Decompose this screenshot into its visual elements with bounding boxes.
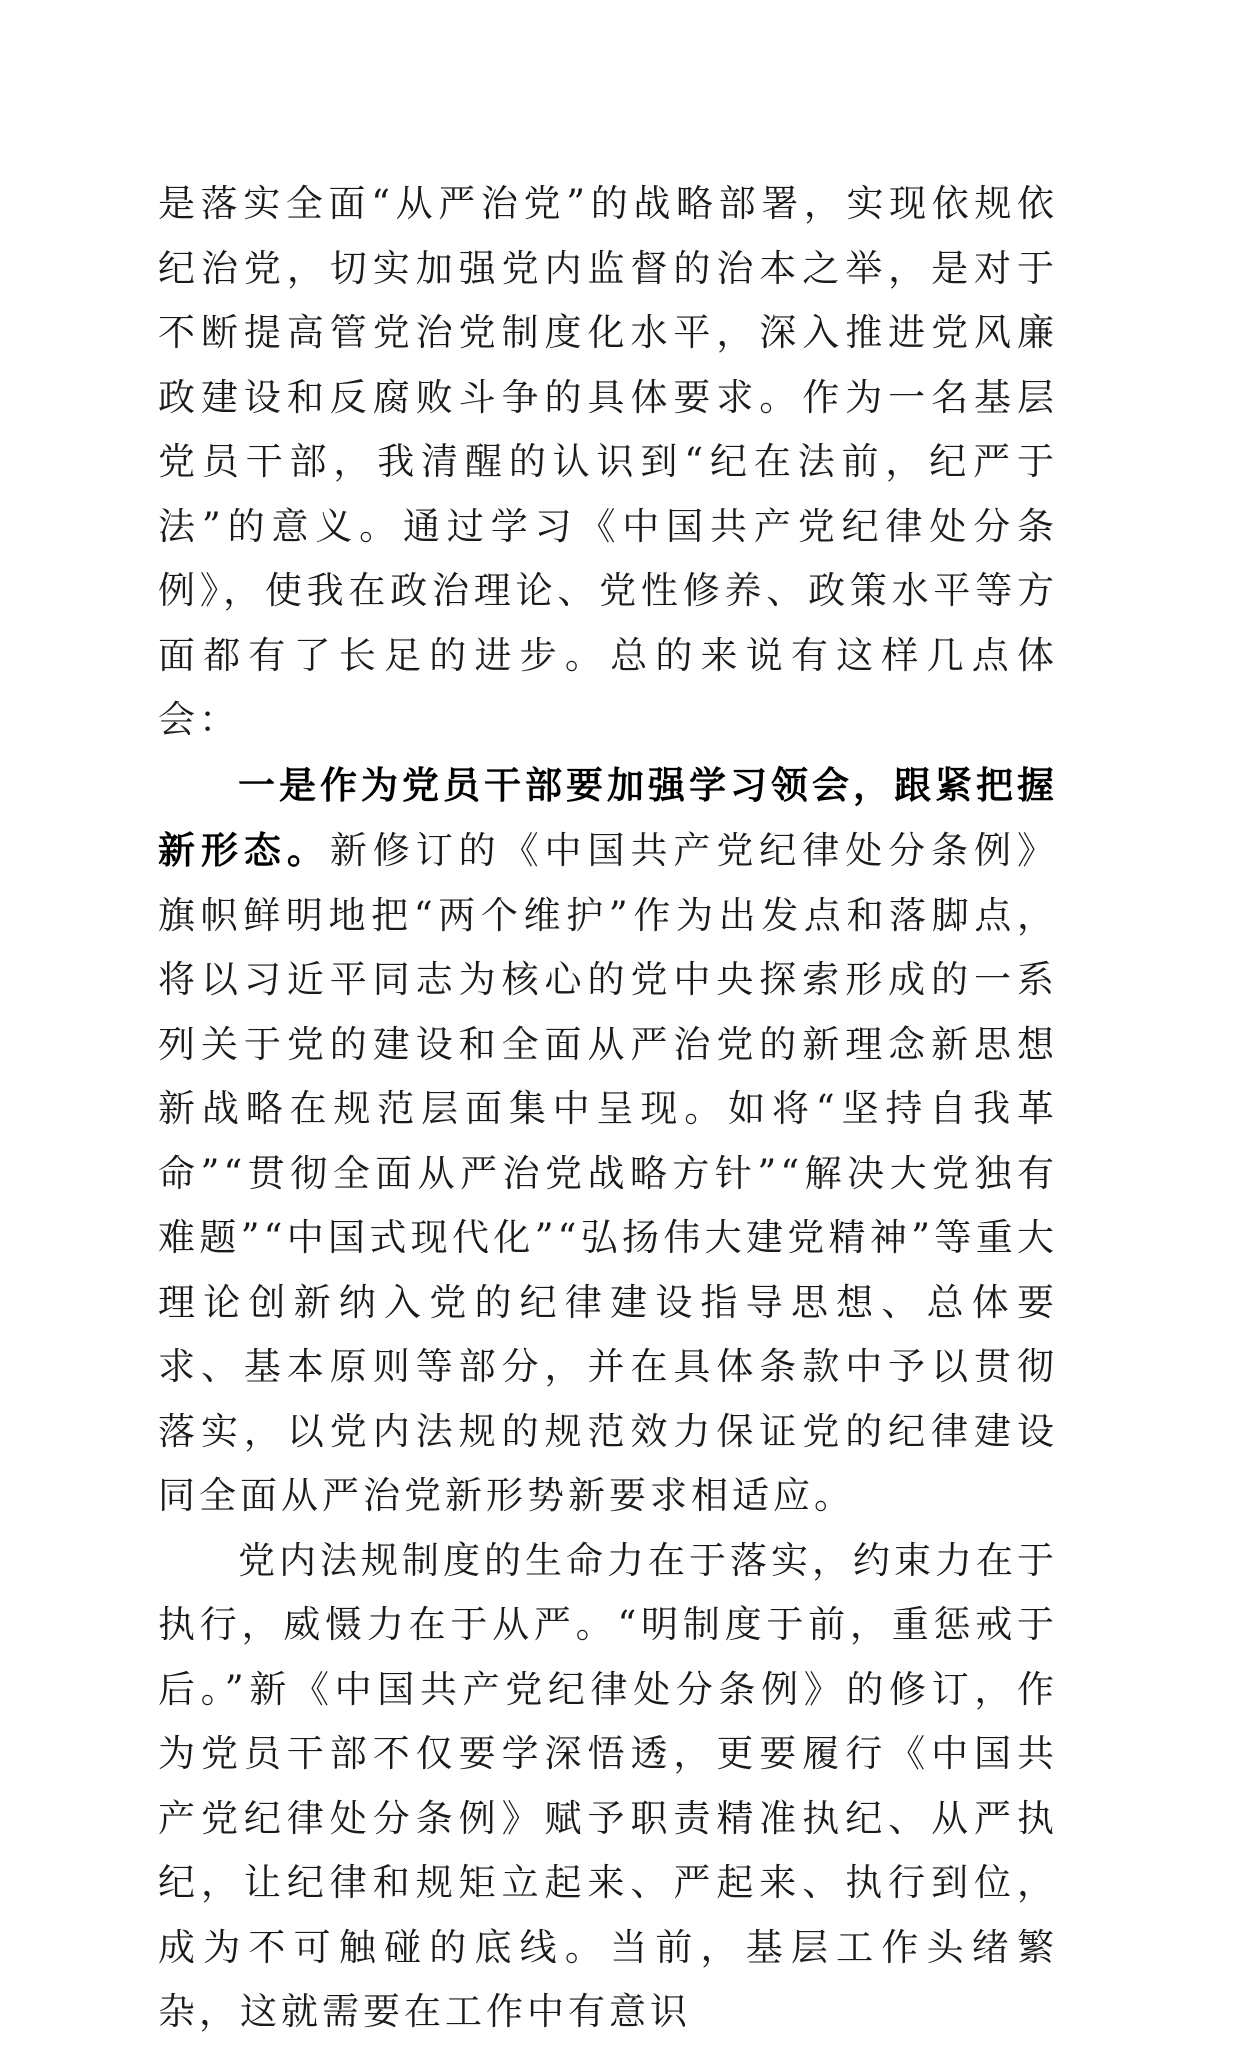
paragraph-1 xyxy=(158,172,1058,753)
paragraph-3 xyxy=(158,1529,1058,2045)
paragraph-1-text: 是落实全面“从严治党”的战略部署，实现依规依纪治党，切实加强党内监督的治本之举，是对于不断提高管党治党制度化水平，深入推进党风廉政建设和反腐败斗争的具体要求。作为一名基层党员干部，我清醒的认识到“纪在法前，纪严于法”的意义。通过学习《中国共产党纪律处分条例》，使我在政治理论、党性修养、政策水平等方面都有了长足的进步。总的来说有这样几点体会： xyxy=(158,182,1058,741)
paragraph-2-lead: 一是作为党员干部要加强学习领会，跟紧把握新形态。 xyxy=(158,762,1058,872)
document-body xyxy=(158,172,1058,2045)
paragraph-2 xyxy=(158,753,1058,1529)
paragraph-2-text: 新修订的《中国共产党纪律处分条例》旗帜鲜明地把“两个维护”作为出发点和落脚点，将以习近平同志为核心的党中央探索形成的一系列关于党的建设和全面从严治党的新理念新思想新战略在规范层面集中呈现。如将“坚持自我革命”“贯彻全面从严治党战略方针”“解决大党独有难题”“中国式现代化”“弘扬伟大建党精神”等重大理论创新纳入党的纪律建设指导思想、总体要求、基本原则等部分，并在具体条款中予以贯彻落实，以党内法规的规范效力保证党的纪律建设同全面从严治党新形势新要求相适应。 xyxy=(158,829,1059,1517)
paragraph-3-text: 党内法规制度的生命力在于落实，约束力在于执行，威慑力在于从严。“明制度于前，重惩戒于后。”新《中国共产党纪律处分条例》的修订，作为党员干部不仅要学深悟透，更要履行《中国共产党纪律处分条例》赋予职责精准执纪、从严执纪，让纪律和规矩立起来、严起来、执行到位，成为不可触碰的底线。当前，基层工作头绪繁杂，这就需要在工作中有意识 xyxy=(158,1538,1058,2033)
